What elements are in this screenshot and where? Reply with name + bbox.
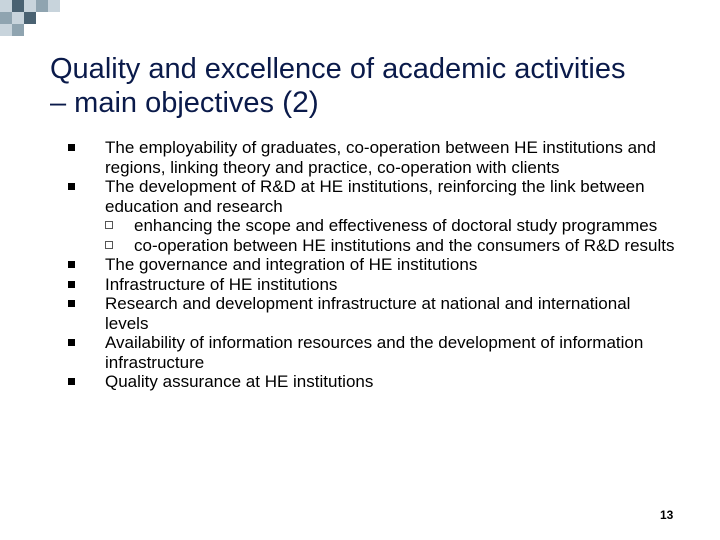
list-item-text: Infrastructure of HE institutions	[105, 274, 338, 294]
list-item	[68, 294, 678, 333]
square-bullet-icon	[68, 300, 75, 307]
deco-block	[0, 12, 12, 24]
deco-block	[36, 0, 48, 12]
deco-block	[12, 12, 24, 24]
list-item	[68, 275, 678, 295]
list-item	[68, 138, 678, 177]
hollow-square-bullet-icon	[105, 241, 113, 249]
title-line-2-text: – main objectives	[50, 87, 283, 119]
decorative-header-pattern	[0, 0, 720, 40]
list-item-text: The governance and integration of HE institutions	[105, 255, 478, 274]
sub-list-item-text: enhancing the scope and effectiveness of doctoral study programmes	[134, 216, 658, 235]
title-line-1: Quality and excellence of academic activities	[50, 53, 626, 85]
square-bullet-icon	[68, 378, 75, 385]
objectives-list	[68, 138, 678, 392]
list-item	[68, 333, 678, 372]
square-bullet-icon	[68, 339, 75, 346]
list-item	[68, 177, 678, 216]
page-number: 13	[660, 508, 674, 522]
square-bullet-icon	[68, 261, 75, 268]
slide-title	[50, 52, 700, 120]
square-bullet-icon	[68, 144, 75, 151]
list-item-text: Quality assurance at HE institutions	[105, 372, 374, 391]
deco-block	[0, 0, 12, 12]
title-line-2	[50, 86, 700, 120]
sub-list-item	[68, 216, 678, 236]
list-item	[68, 255, 678, 275]
list-item-text: The development of R&D at HE institutions, reinforcing the link between education and research	[105, 177, 645, 216]
list-item-text: Research and development infrastructure at national and international levels	[105, 294, 631, 333]
sub-list-item	[68, 236, 678, 256]
deco-block	[24, 12, 36, 24]
list-item-text: The employability of graduates, co-operation between HE institutions and regions, linking theory and practice, co-operation with clients	[105, 138, 656, 177]
deco-block	[0, 24, 12, 36]
deco-block	[48, 0, 60, 12]
deco-block	[24, 0, 36, 12]
title-number: (2)	[282, 86, 319, 119]
square-bullet-icon	[68, 183, 75, 190]
hollow-square-bullet-icon	[105, 221, 113, 229]
list-item-text: Availability of information resources and the development of information infrastructure	[105, 333, 644, 372]
deco-block	[12, 0, 24, 12]
deco-block	[12, 24, 24, 36]
sub-list-item-text: co-operation between HE institutions and the consumers of R&D results	[134, 235, 675, 255]
square-bullet-icon	[68, 281, 75, 288]
list-item	[68, 372, 678, 392]
